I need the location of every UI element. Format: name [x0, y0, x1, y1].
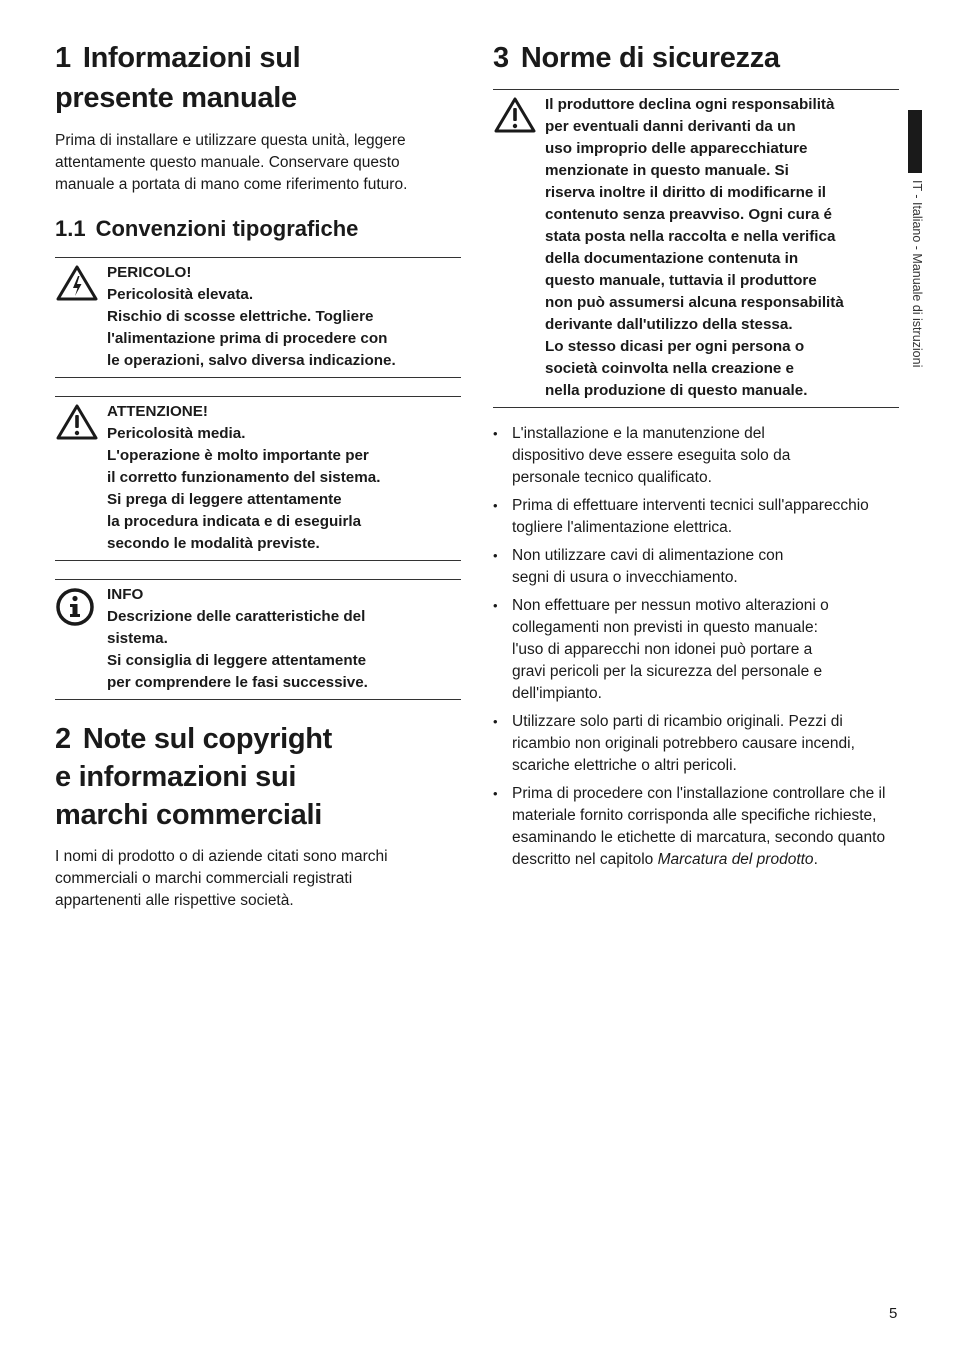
safety-notice-text: Il produttore declina ogni responsabilità per eventuali danni derivanti da un uso improprio delle apparecchiature menzionate in questo manuale. Si riserva inoltre il diritto di modificarne il contenuto senza preavviso. Ogni cura é stata posta nella raccolta e nella verifica della documentazione contenuta in questo manuale, tuttavia il produttore non può assumersi alcuna responsabilità derivante dall'utilizzo della stessa. Lo stesso dicasi per ogni persona o società coinvolta nella creazione e nella produzione di questo manuale.: [545, 96, 844, 399]
danger-notice-text: PERICOLO! Pericolosità elevata. Rischio di scosse elettriche. Togliere l'alimentazione prima di procedere con le operazioni, salvo diversa indicazione.: [107, 264, 396, 369]
list-item: • Prima di procedere con l'installazione controllare che il materiale fornito corrisponda alle specifiche richieste, esaminando le etichette di marcatura, secondo quanto descritto nel capitolo Marcatura del prodotto.: [493, 783, 887, 871]
info-notice: [55, 579, 461, 700]
right-column: [493, 38, 899, 877]
list-item: • Non utilizzare cavi di alimentazione con segni di usura o invecchiamento.: [493, 545, 822, 589]
page-number: 5: [889, 1305, 898, 1322]
electric-warning-icon: [55, 262, 107, 372]
section-2-body: I nomi di prodotto o di aziende citati sono marchi commerciali o marchi commerciali registrati appartenenti alle rispettive società.: [55, 848, 388, 909]
info-icon: [55, 584, 107, 694]
section-2-title: 2 Note sul copyright e informazioni sui marchi commerciali: [55, 723, 333, 831]
danger-notice: [55, 257, 461, 378]
list-item: • Non effettuare per nessun motivo alterazioni o collegamenti non previsti in questo manuale: l'uso di apparecchi non idonei può portare a gravi pericoli per la sicurezza del personale e dell'impianto.: [493, 595, 842, 705]
left-column: [55, 38, 461, 912]
subsection-1-1-title: 1.1 Convenzioni tipografiche: [55, 216, 359, 241]
list-item: • Prima di effettuare interventi tecnici sull'apparecchio togliere l'alimentazione elettrica.: [493, 495, 893, 539]
section-3-title: 3 Norme di sicurezza: [493, 42, 780, 74]
list-item: • L'installazione e la manutenzione del dispositivo deve essere eseguita solo da personale tecnico qualificato.: [493, 423, 802, 489]
safety-notice: [493, 89, 899, 408]
section-1-title: 1 Informazioni sul presente manuale: [55, 42, 301, 114]
safety-rules-list: [493, 423, 893, 871]
warning-icon: [55, 401, 107, 555]
caution-notice: [55, 396, 461, 561]
info-notice-text: INFO Descrizione delle caratteristiche del sistema. Si consiglia di leggere attentamente per comprendere le fasi successive.: [107, 586, 368, 691]
list-item: • Utilizzare solo parti di ricambio originali. Pezzi di ricambio non originali potrebbero causare incendi, scariche elettriche o altri pericoli.: [493, 711, 872, 777]
section-1-body: Prima di installare e utilizzare questa unità, leggere attentamente questo manuale. Conservare questo manuale a portata di mano come riferimento futuro.: [55, 132, 408, 193]
chapter-reference: Marcatura del prodotto: [657, 851, 814, 868]
side-tab-marker: [908, 110, 922, 173]
side-label: IT - Italiano - Manuale di istruzioni: [910, 180, 924, 368]
warning-icon: [493, 94, 545, 402]
caution-notice-text: ATTENZIONE! Pericolosità media. L'operazione è molto importante per il corretto funzionamento del sistema. Si prega di leggere attentamente la procedura indicata e di eseguirla secondo le modalità previste.: [107, 403, 381, 552]
